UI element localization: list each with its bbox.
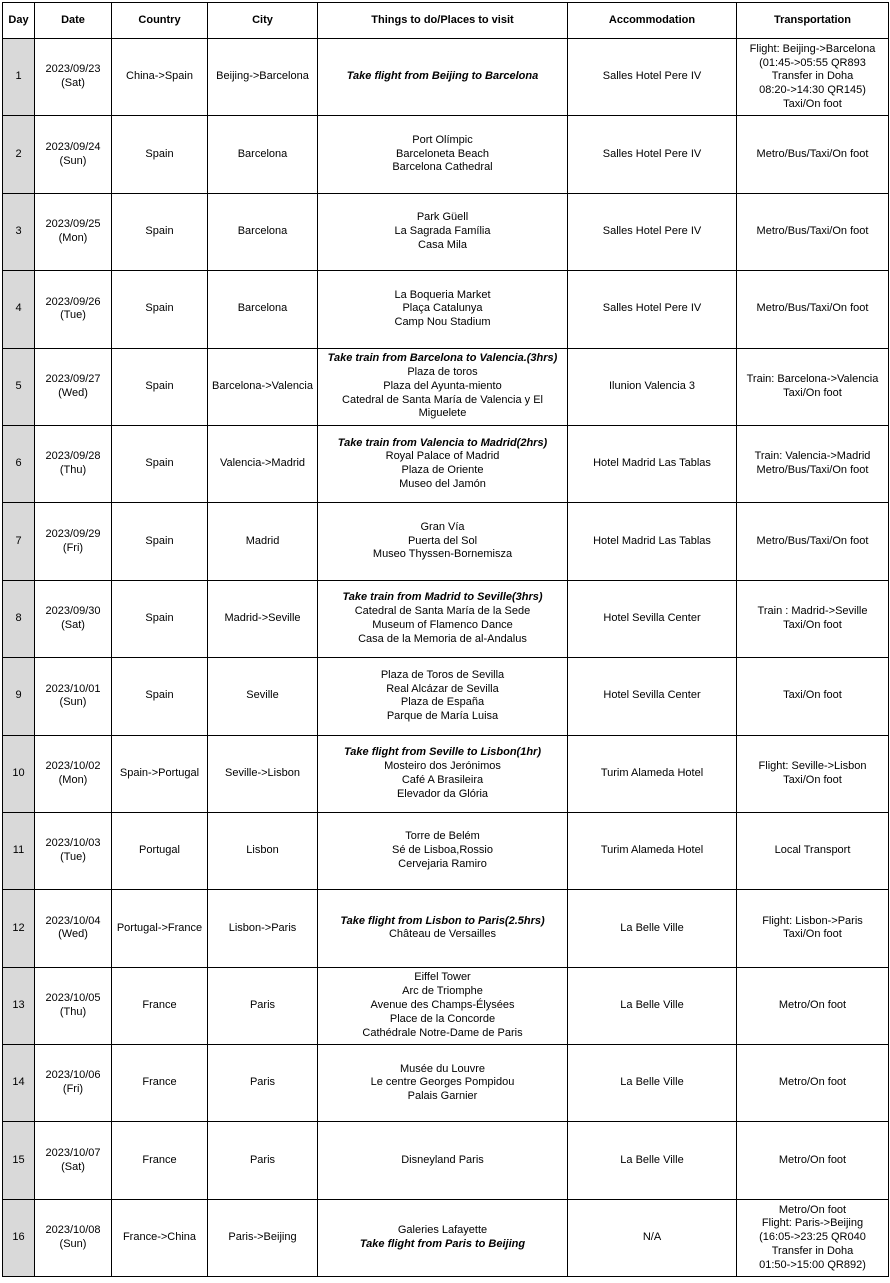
date-cell	[35, 890, 112, 967]
date-cell-line: (Mon)	[58, 231, 88, 244]
table-row	[3, 1045, 889, 1122]
things-cell-line: Barceloneta Beach	[396, 147, 489, 160]
day-cell: 7	[3, 503, 35, 580]
things-cell-line: Museum of Flamenco Dance	[372, 618, 513, 631]
date-cell-line: (Sat)	[61, 77, 85, 90]
things-cell-line: Casa Mila	[418, 238, 467, 251]
city-cell: Barcelona	[208, 116, 318, 193]
things-cell-line: Take flight from Paris to Beijing	[359, 1238, 526, 1251]
country-cell: Spain	[112, 658, 208, 735]
accommodation-cell: Salles Hotel Pere IV	[568, 39, 737, 116]
things-cell-line: Torre de Belém	[405, 830, 480, 843]
date-cell-line: 2023/09/28	[45, 450, 101, 463]
transport-cell-line: (16:05->23:25 QR040	[759, 1231, 866, 1244]
transport-cell-line: 08:20->14:30 QR145)	[759, 84, 866, 97]
things-cell-line: Arc de Triomphe	[402, 985, 483, 998]
accommodation-cell: Hotel Madrid Las Tablas	[568, 503, 737, 580]
transport-cell	[737, 580, 889, 657]
header-country: Country	[112, 3, 208, 39]
date-cell	[35, 580, 112, 657]
table-row	[3, 812, 889, 889]
country-cell: Spain	[112, 503, 208, 580]
transport-cell-line: Metro/On foot	[778, 1076, 847, 1089]
transport-cell-line: Transfer in Doha	[771, 1244, 854, 1257]
day-cell: 3	[3, 193, 35, 270]
day-cell: 9	[3, 658, 35, 735]
date-cell-line: 2023/09/26	[45, 295, 101, 308]
table-row	[3, 271, 889, 348]
table-row	[3, 890, 889, 967]
table-row	[3, 1199, 889, 1276]
country-cell: France->China	[112, 1199, 208, 1276]
accommodation-cell: La Belle Ville	[568, 967, 737, 1044]
things-cell-line: La Sagrada Família	[394, 225, 491, 238]
table-row	[3, 39, 889, 116]
date-cell-line: (Thu)	[59, 464, 87, 477]
things-cell	[318, 271, 568, 348]
transport-cell-line: (01:45->05:55 QR893	[759, 56, 866, 69]
date-cell-line: 2023/09/27	[45, 372, 101, 385]
accommodation-cell: N/A	[568, 1199, 737, 1276]
things-cell-line: Palais Garnier	[407, 1090, 478, 1103]
date-cell-line: (Wed)	[58, 928, 88, 941]
day-cell: 16	[3, 1199, 35, 1276]
accommodation-cell: Hotel Sevilla Center	[568, 580, 737, 657]
things-cell-line: Camp Nou Stadium	[394, 316, 491, 329]
country-cell: Spain	[112, 348, 208, 425]
day-cell: 11	[3, 812, 35, 889]
things-cell-line: Park Güell	[416, 211, 469, 224]
transport-cell-line: Local Transport	[774, 844, 851, 857]
city-cell: Valencia->Madrid	[208, 425, 318, 502]
transport-cell-line: Taxi/On foot	[783, 773, 842, 786]
transport-cell-line: Flight: Lisbon->Paris	[762, 914, 863, 927]
day-cell: 5	[3, 348, 35, 425]
accommodation-cell: Salles Hotel Pere IV	[568, 116, 737, 193]
things-cell-line: Plaça Catalunya	[402, 302, 483, 315]
date-cell-line: (Mon)	[58, 773, 88, 786]
things-cell-line: Cathédrale Notre-Dame de Paris	[362, 1026, 523, 1039]
transport-cell-line: Train : Madrid->Seville	[757, 605, 868, 618]
header-city: City	[208, 3, 318, 39]
day-cell: 1	[3, 39, 35, 116]
transport-cell	[737, 658, 889, 735]
city-cell: Seville	[208, 658, 318, 735]
day-cell: 2	[3, 116, 35, 193]
things-cell-line: Disneyland Paris	[401, 1153, 484, 1166]
header-things: Things to do/Places to visit	[318, 3, 568, 39]
country-cell: Portugal	[112, 812, 208, 889]
things-cell-line: Parque de María Luisa	[386, 710, 499, 723]
date-cell	[35, 271, 112, 348]
things-cell-line: Take train from Madrid to Seville(3hrs)	[342, 591, 543, 604]
day-cell: 12	[3, 890, 35, 967]
accommodation-cell: Salles Hotel Pere IV	[568, 193, 737, 270]
date-cell-line: 2023/10/07	[45, 1146, 101, 1159]
date-cell	[35, 1122, 112, 1199]
city-cell: Madrid	[208, 503, 318, 580]
day-cell: 15	[3, 1122, 35, 1199]
transport-cell	[737, 116, 889, 193]
transport-cell	[737, 890, 889, 967]
day-cell: 6	[3, 425, 35, 502]
transport-cell-line: Transfer in Doha	[771, 70, 854, 83]
city-cell: Seville->Lisbon	[208, 735, 318, 812]
table-row	[3, 348, 889, 425]
things-cell-line: Avenue des Champs-Élysées	[370, 998, 515, 1011]
table-row	[3, 193, 889, 270]
date-cell-line: 2023/10/05	[45, 992, 101, 1005]
things-cell	[318, 890, 568, 967]
date-cell-line: 2023/10/04	[45, 914, 101, 927]
city-cell: Paris	[208, 1045, 318, 1122]
things-cell	[318, 812, 568, 889]
date-cell	[35, 425, 112, 502]
transport-cell-line: Taxi/On foot	[783, 928, 842, 941]
things-cell-line: Plaza de Toros de Sevilla	[380, 668, 505, 681]
things-cell-line: Take flight from Beijing to Barcelona	[346, 70, 539, 83]
things-cell-line: Café A Brasileira	[401, 773, 484, 786]
date-cell-line: (Tue)	[60, 851, 86, 864]
things-cell-line: Puerta del Sol	[407, 534, 478, 547]
transport-cell	[737, 503, 889, 580]
table-row	[3, 658, 889, 735]
date-cell-line: (Sat)	[61, 1160, 85, 1173]
accommodation-cell: La Belle Ville	[568, 890, 737, 967]
transport-cell-line: Flight: Beijing->Barcelona	[749, 42, 876, 55]
transport-cell-line: Taxi/On foot	[783, 386, 842, 399]
day-cell: 4	[3, 271, 35, 348]
transport-cell-line: Taxi/On foot	[783, 618, 842, 631]
city-cell: Lisbon	[208, 812, 318, 889]
transport-cell-line: Taxi/On foot	[783, 689, 842, 702]
table-row	[3, 116, 889, 193]
date-cell-line: 2023/10/06	[45, 1069, 101, 1082]
things-cell	[318, 1045, 568, 1122]
things-cell-line: Museo Thyssen-Bornemisza	[372, 548, 513, 561]
accommodation-cell: Turim Alameda Hotel	[568, 735, 737, 812]
things-cell-line: Casa de la Memoria de al-Andalus	[358, 632, 527, 645]
transport-cell-line: Metro/On foot	[778, 1153, 847, 1166]
country-cell: Spain	[112, 580, 208, 657]
things-cell-line: Real Alcázar de Sevilla	[386, 682, 499, 695]
date-cell-line: (Thu)	[59, 1005, 87, 1018]
date-cell-line: (Sat)	[61, 618, 85, 631]
header-date: Date	[35, 3, 112, 39]
header-accommodation: Accommodation	[568, 3, 737, 39]
transport-cell	[737, 39, 889, 116]
transport-cell-line: Metro/Bus/Taxi/On foot	[756, 464, 869, 477]
day-cell: 13	[3, 967, 35, 1044]
accommodation-cell: La Belle Ville	[568, 1122, 737, 1199]
country-cell: Spain	[112, 425, 208, 502]
day-cell: 14	[3, 1045, 35, 1122]
date-cell	[35, 39, 112, 116]
country-cell: Portugal->France	[112, 890, 208, 967]
table-row	[3, 503, 889, 580]
transport-cell-line: Metro/Bus/Taxi/On foot	[756, 302, 869, 315]
date-cell	[35, 1045, 112, 1122]
country-cell: China->Spain	[112, 39, 208, 116]
transport-cell	[737, 812, 889, 889]
things-cell-line: Take train from Valencia to Madrid(2hrs)	[337, 436, 548, 449]
transport-cell-line: Metro/Bus/Taxi/On foot	[756, 534, 869, 547]
date-cell	[35, 348, 112, 425]
date-cell	[35, 812, 112, 889]
city-cell: Madrid->Seville	[208, 580, 318, 657]
things-cell	[318, 348, 568, 425]
date-cell	[35, 658, 112, 735]
table-row	[3, 1122, 889, 1199]
date-cell-line: (Fri)	[62, 541, 84, 554]
things-cell-line: Port Olímpic	[412, 133, 473, 146]
date-cell-line: 2023/10/03	[45, 837, 101, 850]
things-cell-line: La Boqueria Market	[394, 288, 491, 301]
country-cell: Spain	[112, 193, 208, 270]
transport-cell	[737, 735, 889, 812]
city-cell: Beijing->Barcelona	[208, 39, 318, 116]
things-cell-line: Elevador da Glória	[396, 787, 489, 800]
things-cell-line: Museo del Jamón	[399, 477, 486, 490]
things-cell	[318, 503, 568, 580]
header-day: Day	[3, 3, 35, 39]
accommodation-cell: Hotel Madrid Las Tablas	[568, 425, 737, 502]
things-cell	[318, 193, 568, 270]
things-cell	[318, 425, 568, 502]
city-cell: Lisbon->Paris	[208, 890, 318, 967]
things-cell	[318, 1199, 568, 1276]
accommodation-cell: La Belle Ville	[568, 1045, 737, 1122]
transport-cell	[737, 1122, 889, 1199]
city-cell: Barcelona->Valencia	[208, 348, 318, 425]
table-row	[3, 967, 889, 1044]
accommodation-cell: Hotel Sevilla Center	[568, 658, 737, 735]
things-cell-line: Le centre Georges Pompidou	[370, 1076, 515, 1089]
transport-cell	[737, 193, 889, 270]
header-transportation: Transportation	[737, 3, 889, 39]
date-cell	[35, 735, 112, 812]
things-cell-line: Mosteiro dos Jerónimos	[384, 759, 501, 772]
transport-cell	[737, 967, 889, 1044]
transport-cell-line: Taxi/On foot	[783, 97, 842, 110]
things-cell-line: Catedral de Santa María de Valencia y El Miguelete	[342, 393, 543, 420]
things-cell-line: Sé de Lisboa,Rossio	[392, 844, 493, 857]
things-cell-line: Take flight from Seville to Lisbon(1hr)	[343, 746, 541, 759]
transport-cell-line: Metro/Bus/Taxi/On foot	[756, 225, 869, 238]
things-cell-line: Eiffel Tower	[414, 971, 471, 984]
transport-cell-line: Train: Barcelona->Valencia	[746, 372, 879, 385]
transport-cell	[737, 1045, 889, 1122]
things-cell-line: Plaza de España	[400, 696, 485, 709]
date-cell	[35, 116, 112, 193]
day-cell: 8	[3, 580, 35, 657]
things-cell	[318, 735, 568, 812]
transport-cell-line: Metro/On foot	[778, 1203, 847, 1216]
date-cell-line: (Wed)	[58, 386, 88, 399]
city-cell: Barcelona	[208, 271, 318, 348]
things-cell-line: Château de Versailles	[388, 928, 496, 941]
things-cell-line: Take flight from Lisbon to Paris(2.5hrs)	[340, 914, 545, 927]
things-cell	[318, 116, 568, 193]
things-cell-line: Gran Vía	[420, 520, 465, 533]
things-cell-line: Cervejaria Ramiro	[398, 858, 487, 870]
date-cell-line: 2023/10/08	[45, 1224, 101, 1237]
accommodation-cell: Salles Hotel Pere IV	[568, 271, 737, 348]
date-cell-line: 2023/09/30	[45, 605, 101, 618]
date-cell	[35, 967, 112, 1044]
things-cell-line: Catedral de Santa María de la Sede	[354, 605, 531, 618]
things-cell-line: Galeries Lafayette	[397, 1224, 488, 1237]
things-cell-line: Plaza de Oriente	[401, 464, 484, 477]
transport-cell-line: 01:50->15:00 QR892)	[759, 1258, 866, 1271]
date-cell	[35, 193, 112, 270]
things-cell	[318, 1122, 568, 1199]
date-cell-line: (Tue)	[60, 309, 86, 322]
transport-cell-line: Metro/Bus/Taxi/On foot	[756, 147, 869, 160]
things-cell-line: Plaza de toros	[407, 366, 478, 379]
country-cell: Spain	[112, 116, 208, 193]
transport-cell-line: Flight: Paris->Beijing	[761, 1217, 864, 1230]
accommodation-cell: Turim Alameda Hotel	[568, 812, 737, 889]
table-row	[3, 425, 889, 502]
city-cell: Paris->Beijing	[208, 1199, 318, 1276]
city-cell: Paris	[208, 1122, 318, 1199]
things-cell-line: Musée du Louvre	[400, 1062, 485, 1075]
things-cell-line: Barcelona Cathedral	[392, 161, 493, 174]
date-cell-line: (Sun)	[59, 696, 87, 709]
things-cell	[318, 658, 568, 735]
city-cell: Barcelona	[208, 193, 318, 270]
country-cell: France	[112, 967, 208, 1044]
things-cell-line: Royal Palace of Madrid	[385, 450, 500, 463]
things-cell-line: Place de la Concorde	[389, 1012, 496, 1025]
date-cell-line: 2023/09/29	[45, 527, 101, 540]
transport-cell-line: Metro/On foot	[778, 998, 847, 1011]
transport-cell	[737, 271, 889, 348]
table-row	[3, 735, 889, 812]
things-cell	[318, 39, 568, 116]
transport-cell	[737, 425, 889, 502]
date-cell-line: 2023/10/01	[45, 682, 101, 695]
date-cell-line: 2023/09/25	[45, 218, 101, 231]
country-cell: Spain	[112, 271, 208, 348]
country-cell: France	[112, 1122, 208, 1199]
country-cell: Spain->Portugal	[112, 735, 208, 812]
things-cell	[318, 580, 568, 657]
itinerary-table	[2, 2, 889, 1277]
date-cell	[35, 503, 112, 580]
city-cell: Paris	[208, 967, 318, 1044]
header-row	[3, 3, 889, 39]
transport-cell-line: Train: Valencia->Madrid	[754, 450, 871, 463]
accommodation-cell: Ilunion Valencia 3	[568, 348, 737, 425]
transport-cell	[737, 348, 889, 425]
things-cell-line: Plaza del Ayunta-miento	[383, 379, 502, 392]
date-cell-line: 2023/10/02	[45, 759, 101, 772]
date-cell-line: (Sun)	[59, 154, 87, 167]
day-cell: 10	[3, 735, 35, 812]
transport-cell	[737, 1199, 889, 1276]
date-cell	[35, 1199, 112, 1276]
date-cell-line: (Sun)	[59, 1238, 87, 1251]
date-cell-line: 2023/09/24	[45, 140, 101, 153]
things-cell	[318, 967, 568, 1044]
date-cell-line: 2023/09/23	[45, 63, 101, 76]
things-cell-line: Take train from Barcelona to Valencia.(3hrs)	[327, 352, 558, 365]
transport-cell-line: Flight: Seville->Lisbon	[758, 759, 867, 772]
country-cell: France	[112, 1045, 208, 1122]
table-row	[3, 580, 889, 657]
date-cell-line: (Fri)	[62, 1083, 84, 1096]
itinerary-body	[3, 39, 889, 1277]
